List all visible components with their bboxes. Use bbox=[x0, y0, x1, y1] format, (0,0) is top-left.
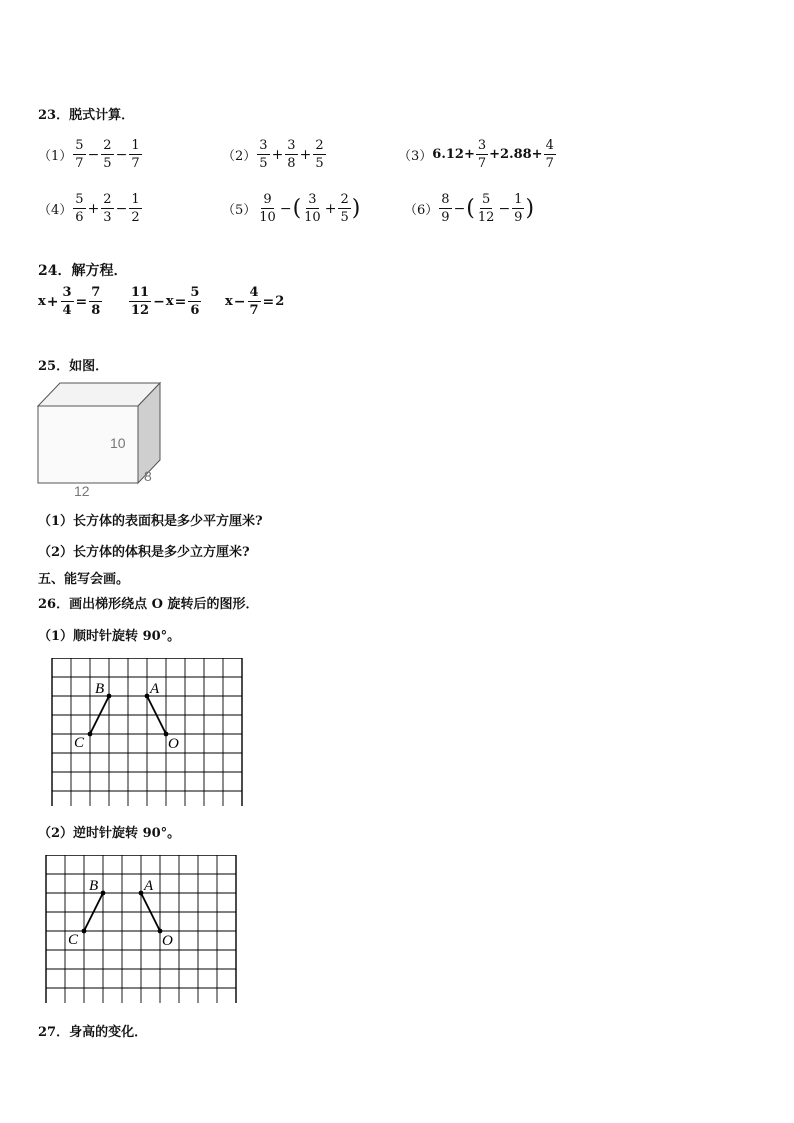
equals: = bbox=[75, 293, 88, 310]
grid-lines bbox=[52, 658, 242, 806]
fraction: $\frac{11}{12}$ bbox=[131, 285, 150, 318]
q23-item-4 bbox=[38, 193, 143, 224]
rotation-grid-counterclockwise bbox=[42, 855, 240, 1003]
label-o: O bbox=[162, 933, 173, 949]
variable: x bbox=[225, 294, 233, 309]
point-c bbox=[82, 929, 87, 934]
item-label: （5） bbox=[222, 203, 257, 218]
label-a: A bbox=[144, 878, 154, 894]
fraction: $\frac{5}{7}$ bbox=[75, 138, 84, 171]
grid-lines bbox=[46, 855, 236, 1003]
operator: − bbox=[498, 200, 511, 217]
operator: − bbox=[153, 293, 165, 310]
point-b bbox=[107, 694, 112, 699]
fraction: $\frac{3}{8}$ bbox=[287, 138, 296, 171]
item-label: （3） bbox=[398, 149, 433, 164]
fraction: $\frac{3}{10}$ bbox=[304, 192, 321, 225]
fraction: $\frac{1}{9}$ bbox=[514, 192, 523, 225]
q23-title: 23．脱式计算． bbox=[38, 108, 135, 123]
item-label: （4） bbox=[38, 203, 73, 218]
dimension-depth: 8 bbox=[144, 468, 152, 484]
label-b: B bbox=[89, 878, 99, 894]
item-label: （1） bbox=[38, 149, 73, 164]
operator: + bbox=[87, 200, 100, 217]
q26-sub-question-2: （2）逆时针旋转 90°。 bbox=[38, 826, 181, 841]
q25-title: 25．如图． bbox=[38, 359, 109, 374]
operator: + bbox=[324, 200, 337, 217]
q23-item-5 bbox=[222, 193, 360, 224]
dimension-length: 12 bbox=[74, 483, 90, 499]
operator: − bbox=[453, 200, 466, 217]
fraction: $\frac{3}{7}$ bbox=[477, 138, 487, 171]
q23-item-2 bbox=[222, 139, 327, 170]
right-paren: ) bbox=[525, 195, 535, 221]
point-a bbox=[145, 694, 150, 699]
fraction: $\frac{3}{5}$ bbox=[259, 138, 268, 171]
item-label: （2） bbox=[222, 149, 257, 164]
q23-item-6 bbox=[404, 193, 534, 224]
fraction: $\frac{5}{6}$ bbox=[190, 285, 200, 318]
operator: − bbox=[279, 200, 292, 217]
cuboid-figure bbox=[34, 378, 164, 500]
operator: − bbox=[233, 293, 246, 310]
label-b: B bbox=[95, 681, 105, 697]
operator: + bbox=[271, 146, 284, 163]
left-paren: ( bbox=[292, 195, 302, 221]
q24-equation-1 bbox=[38, 286, 103, 317]
q27-title: 27．身高的变化． bbox=[38, 1025, 148, 1040]
equals: = bbox=[262, 293, 275, 310]
q26-title: 26．画出梯形绕点 O 旋转后的图形． bbox=[38, 597, 259, 612]
fraction: $\frac{7}{8}$ bbox=[91, 285, 101, 318]
q24-title: 24．解方程． bbox=[38, 263, 128, 279]
q26-sub-question-1: （1）顺时针旋转 90°。 bbox=[38, 629, 181, 644]
right-paren: ) bbox=[351, 195, 361, 221]
number-text: 2 bbox=[275, 294, 285, 309]
label-o: O bbox=[168, 736, 179, 752]
label-c: C bbox=[68, 932, 79, 948]
fraction: $\frac{9}{10}$ bbox=[259, 192, 276, 225]
fraction: $\frac{1}{2}$ bbox=[131, 192, 140, 225]
point-a bbox=[139, 891, 144, 896]
fraction: $\frac{5}{12}$ bbox=[477, 192, 495, 225]
q25-sub-question-1: （1）长方体的表面积是多少平方厘米? bbox=[38, 514, 263, 529]
label-a: A bbox=[150, 681, 160, 697]
operator: − bbox=[115, 146, 128, 163]
number-text: 6.12+ bbox=[432, 147, 475, 162]
rotation-grid-clockwise bbox=[48, 658, 246, 806]
operator: − bbox=[115, 200, 128, 217]
number-text: +2.88+ bbox=[489, 147, 543, 162]
q23-item-1 bbox=[38, 139, 143, 170]
fraction: $\frac{5}{6}$ bbox=[75, 192, 84, 225]
operator: + bbox=[46, 293, 59, 310]
q25-sub-question-2: （2）长方体的体积是多少立方厘米? bbox=[38, 545, 250, 560]
q23-item-3 bbox=[398, 139, 557, 170]
fraction: $\frac{4}{7}$ bbox=[249, 285, 259, 318]
fraction: $\frac{8}{9}$ bbox=[441, 192, 450, 225]
fraction: $\frac{2}{3}$ bbox=[103, 192, 112, 225]
dimension-height: 10 bbox=[110, 435, 126, 451]
variable: x bbox=[165, 294, 174, 309]
fraction: $\frac{4}{7}$ bbox=[545, 138, 554, 171]
point-c bbox=[88, 732, 93, 737]
variable: x bbox=[38, 294, 46, 309]
operator: − bbox=[87, 146, 100, 163]
fraction: $\frac{2}{5}$ bbox=[340, 192, 349, 225]
fraction: $\frac{3}{4}$ bbox=[62, 285, 72, 318]
equals: = bbox=[174, 293, 187, 310]
left-paren: ( bbox=[466, 195, 475, 221]
section-five-heading: 五、能写会画。 bbox=[38, 572, 130, 587]
point-b bbox=[101, 891, 106, 896]
item-label: （6） bbox=[404, 203, 439, 218]
label-c: C bbox=[74, 735, 85, 751]
fraction: $\frac{1}{7}$ bbox=[131, 138, 140, 171]
q24-equation-3 bbox=[225, 286, 284, 317]
operator: + bbox=[299, 146, 312, 163]
fraction: $\frac{2}{5}$ bbox=[315, 138, 324, 171]
fraction: $\frac{2}{5}$ bbox=[103, 138, 112, 171]
q24-equation-2 bbox=[128, 286, 202, 317]
